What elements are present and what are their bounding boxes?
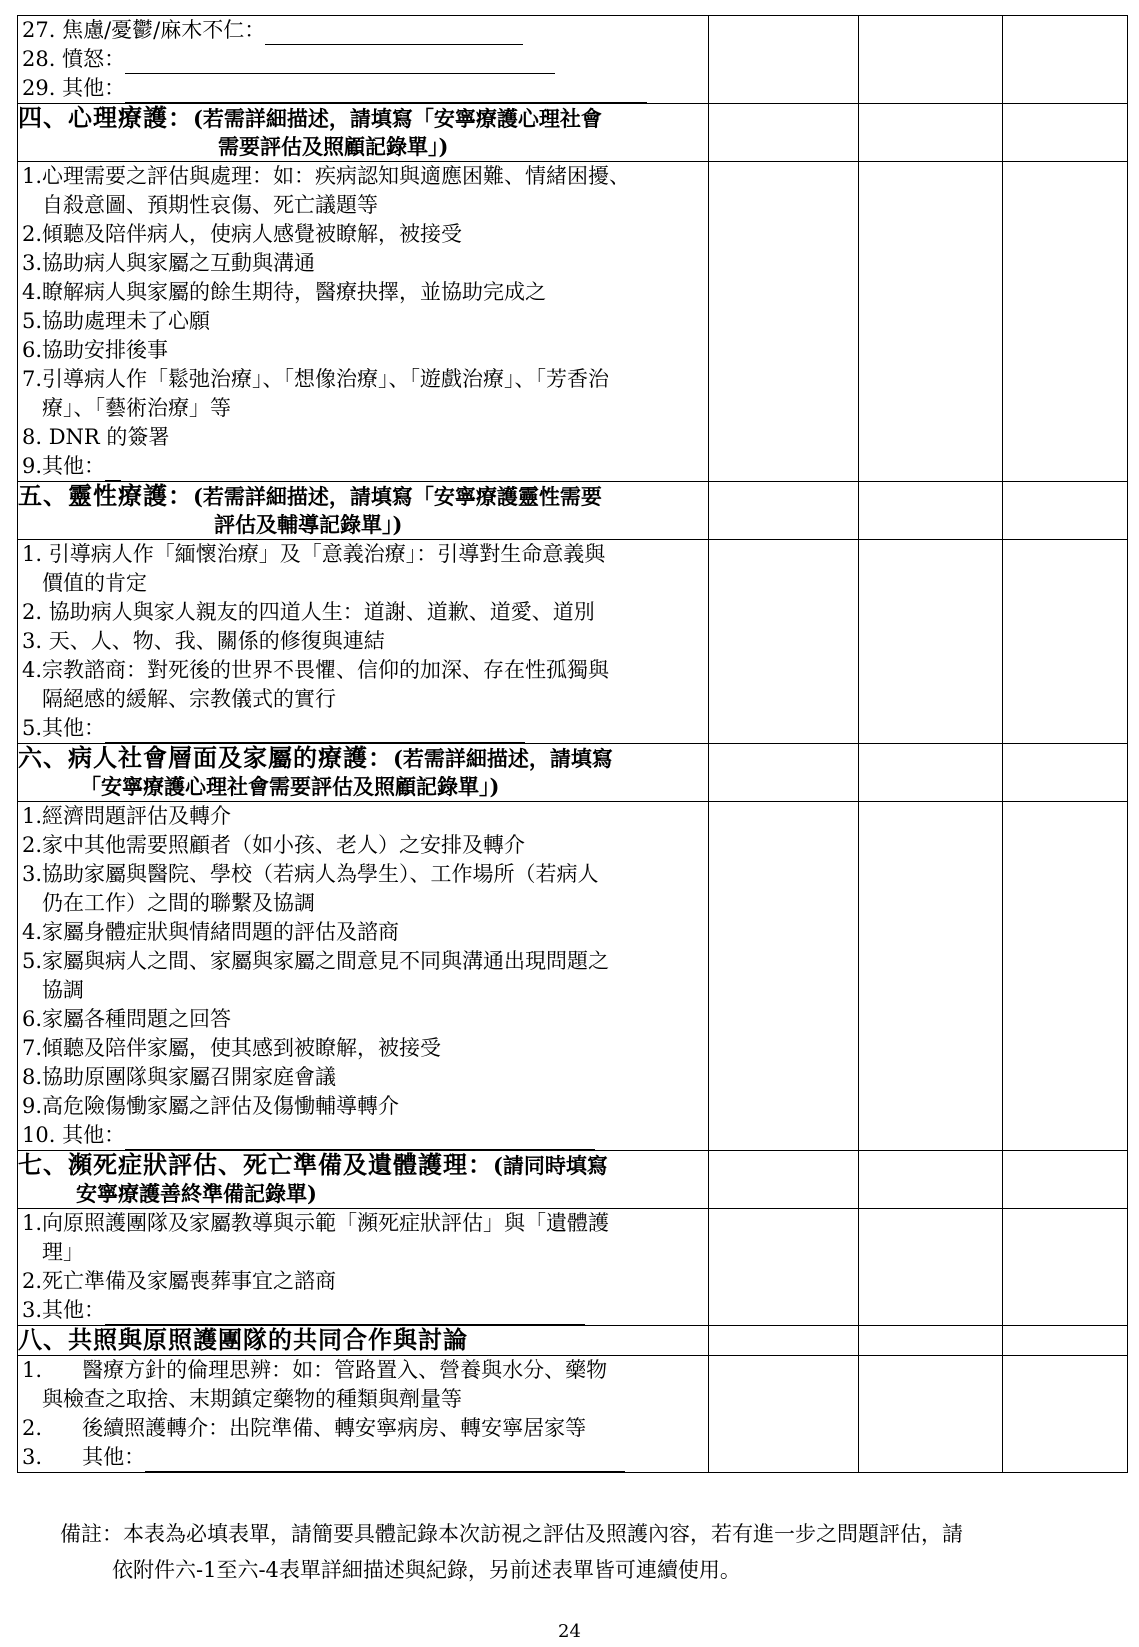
check-cell[interactable] xyxy=(709,1209,859,1326)
check-cell[interactable] xyxy=(859,802,1003,1151)
list-item: 5.其他： xyxy=(18,714,708,743)
list-item: 3. 其他： xyxy=(18,1443,708,1472)
list-item: 1.經濟問題評估及轉介 xyxy=(22,804,232,828)
section-header-5: 五、靈性療護：(若需詳細描述，請填寫「安寧療護靈性需要 評估及輔導記錄單」) xyxy=(18,482,709,540)
blank-line[interactable] xyxy=(105,458,121,481)
check-cell[interactable] xyxy=(709,540,859,744)
list-item: 仍在工作）之間的聯繫及協調 xyxy=(42,891,315,915)
list-item: 2. 協助病人與家人親友的四道人生：道謝、道歉、道愛、道別 xyxy=(22,600,595,624)
check-cell[interactable] xyxy=(859,162,1003,482)
section-header-4: 四、心理療護：(若需詳細描述，請填寫「安寧療護心理社會 需要評估及照顧記錄單」) xyxy=(18,104,709,162)
table-row xyxy=(18,802,1128,1151)
table-row xyxy=(18,162,1128,482)
check-cell[interactable] xyxy=(709,16,859,104)
list-item: 價值的肯定 xyxy=(42,571,147,595)
check-cell[interactable] xyxy=(1003,1209,1128,1326)
table-row xyxy=(18,1356,1128,1473)
page-number: 24 xyxy=(558,1621,581,1642)
table-row xyxy=(18,1209,1128,1326)
item-cell xyxy=(18,16,709,104)
section-header-row xyxy=(18,1326,1128,1356)
list-item: 2.死亡準備及家屬喪葬事宜之諮商 xyxy=(22,1269,337,1293)
item-cell xyxy=(18,1209,709,1326)
list-item: 1.心理需要之評估與處理：如：疾病認知與適應困難、情緒困擾、 xyxy=(22,164,631,188)
blank-line[interactable] xyxy=(105,720,525,743)
section-header-row xyxy=(18,104,1128,162)
footnote xyxy=(60,1516,1110,1588)
assessment-table xyxy=(17,15,1128,1473)
section-header-8: 八、共照與原照護團隊的共同合作與討論 xyxy=(18,1326,709,1356)
check-cell[interactable] xyxy=(1003,162,1128,482)
blank-line[interactable] xyxy=(105,1302,585,1325)
blank-line[interactable] xyxy=(145,1449,625,1472)
list-item: 1. 引導病人作「緬懷治療」及「意義治療」：引導對生命意義與 xyxy=(22,542,606,566)
list-item: 27. 焦慮/憂鬱/麻木不仁： xyxy=(18,16,708,45)
list-item: 9.其他： xyxy=(18,452,708,481)
list-item: 3. 天、人、物、我、關係的修復與連結 xyxy=(22,629,385,653)
list-item: 2.傾聽及陪伴病人，使病人感覺被瞭解，被接受 xyxy=(22,222,463,246)
blank-line[interactable] xyxy=(125,80,647,103)
check-cell[interactable] xyxy=(859,1209,1003,1326)
list-item: 療」、「藝術治療」等 xyxy=(42,396,231,420)
check-cell[interactable] xyxy=(1003,802,1128,1151)
list-item: 1. 醫療方針的倫理思辨：如：管路置入、營養與水分、藥物 xyxy=(22,1358,608,1382)
list-item: 5.協助處理未了心願 xyxy=(22,309,211,333)
item-cell xyxy=(18,802,709,1151)
list-item: 9.高危險傷慟家屬之評估及傷慟輔導轉介 xyxy=(22,1094,400,1118)
item-cell xyxy=(18,540,709,744)
check-cell[interactable] xyxy=(1003,16,1128,104)
list-item: 6.協助安排後事 xyxy=(22,338,169,362)
footnote-line: 依附件六-1至六-4表單詳細描述與紀錄，另前述表單皆可連續使用。 xyxy=(112,1558,741,1582)
item-cell xyxy=(18,162,709,482)
list-item: 28. 憤怒： xyxy=(18,45,708,74)
footnote-line: 備註：本表為必填表單，請簡要具體記錄本次訪視之評估及照護內容，若有進一步之問題評估，請 xyxy=(60,1522,963,1546)
check-cell[interactable] xyxy=(1003,1356,1128,1473)
list-item: 協調 xyxy=(42,978,84,1002)
list-item: 2. 後續照護轉介：出院準備、轉安寧病房、轉安寧居家等 xyxy=(22,1416,587,1440)
list-item: 4.家屬身體症狀與情緒問題的評估及諮商 xyxy=(22,920,400,944)
table-row xyxy=(18,16,1128,104)
blank-line[interactable] xyxy=(125,51,555,74)
check-cell[interactable] xyxy=(709,802,859,1151)
list-item: 與檢查之取捨、末期鎮定藥物的種類與劑量等 xyxy=(42,1387,462,1411)
list-item: 7.傾聽及陪伴家屬，使其感到被瞭解，被接受 xyxy=(22,1036,442,1060)
list-item: 6.家屬各種問題之回答 xyxy=(22,1007,232,1031)
list-item: 10. 其他： xyxy=(18,1121,708,1150)
list-item: 4.瞭解病人與家屬的餘生期待，醫療抉擇，並協助完成之 xyxy=(22,280,547,304)
table-row xyxy=(18,540,1128,744)
list-item: 2.家中其他需要照顧者（如小孩、老人）之安排及轉介 xyxy=(22,833,526,857)
list-item: 3.協助家屬與醫院、學校（若病人為學生）、工作場所（若病人 xyxy=(22,862,599,886)
list-item: 3.其他： xyxy=(18,1296,708,1325)
list-item: 隔絕感的緩解、宗教儀式的實行 xyxy=(42,687,336,711)
list-item: 29. 其他： xyxy=(18,74,708,103)
blank-line[interactable] xyxy=(125,1127,595,1150)
check-cell[interactable] xyxy=(859,1356,1003,1473)
list-item: 8. DNR 的簽署 xyxy=(22,425,170,449)
check-cell[interactable] xyxy=(859,540,1003,744)
section-header-6: 六、病人社會層面及家屬的療護：(若需詳細描述，請填寫 「安寧療護心理社會需要評估及照顧記錄單」) xyxy=(18,744,709,802)
list-item: 1.向原照護團隊及家屬教導與示範「瀕死症狀評估」與「遺體護 xyxy=(22,1211,610,1235)
section-header-row xyxy=(18,1151,1128,1209)
check-cell[interactable] xyxy=(709,162,859,482)
check-cell[interactable] xyxy=(859,16,1003,104)
list-item: 5.家屬與病人之間、家屬與家屬之間意見不同與溝通出現問題之 xyxy=(22,949,610,973)
check-cell[interactable] xyxy=(709,1356,859,1473)
check-cell[interactable] xyxy=(1003,540,1128,744)
list-item: 自殺意圖、預期性哀傷、死亡議題等 xyxy=(42,193,378,217)
section-header-row xyxy=(18,482,1128,540)
list-item: 7.引導病人作「鬆弛治療」、「想像治療」、「遊戲治療」、「芳香治 xyxy=(22,367,610,391)
section-header-7: 七、瀕死症狀評估、死亡準備及遺體護理：(請同時填寫 安寧療護善終準備記錄單) xyxy=(18,1151,709,1209)
section-header-row xyxy=(18,744,1128,802)
list-item: 4.宗教諮商：對死後的世界不畏懼、信仰的加深、存在性孤獨與 xyxy=(22,658,610,682)
list-item: 8.協助原團隊與家屬召開家庭會議 xyxy=(22,1065,337,1089)
blank-line[interactable] xyxy=(265,22,523,45)
list-item: 理」 xyxy=(42,1240,84,1264)
item-cell xyxy=(18,1356,709,1473)
list-item: 3.協助病人與家屬之互動與溝通 xyxy=(22,251,316,275)
